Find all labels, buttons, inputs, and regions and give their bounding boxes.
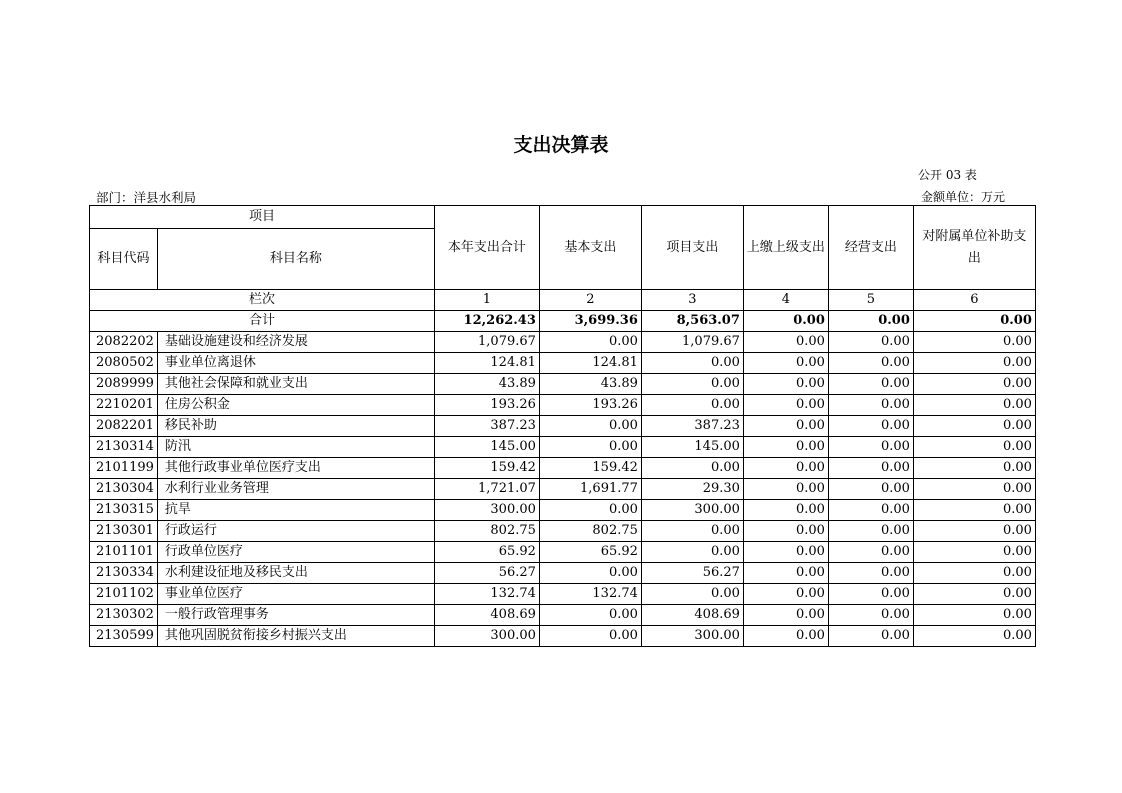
subject-code-cell: 2130302 (90, 605, 158, 626)
total-expenditure-cell: 132.74 (434, 584, 539, 605)
operating-expenditure-cell: 0.00 (828, 416, 913, 437)
total-expenditure-cell: 802.75 (434, 521, 539, 542)
table-row (90, 542, 1036, 563)
operating-expenditure-cell: 0.00 (828, 332, 913, 353)
subsidy-affiliated-cell: 0.00 (913, 458, 1035, 479)
subject-code-cell: 2082202 (90, 332, 158, 353)
operating-expenditure-cell: 0.00 (828, 437, 913, 458)
column-index-5: 5 (828, 290, 913, 311)
total-expenditure-cell: 43.89 (434, 374, 539, 395)
total-expenditure-cell: 300.00 (434, 626, 539, 647)
subject-code-cell: 2082201 (90, 416, 158, 437)
table-row (90, 626, 1036, 647)
subject-name-cell: 水利建设征地及移民支出 (157, 563, 434, 584)
table-row (90, 458, 1036, 479)
subsidy-affiliated-cell: 0.00 (913, 437, 1035, 458)
column-index-label: 栏次 (90, 290, 435, 311)
basic-expenditure-cell: 124.81 (539, 353, 641, 374)
total-expenditure-cell: 145.00 (434, 437, 539, 458)
remit-superior-cell: 0.00 (743, 605, 828, 626)
operating-expenditure-cell: 0.00 (828, 500, 913, 521)
department-label: 部门：洋县水利局 (96, 190, 197, 205)
remit-superior-cell: 0.00 (743, 458, 828, 479)
header-subject-code: 科目代码 (90, 229, 158, 290)
subject-code-cell: 2130334 (90, 563, 158, 584)
total-label: 合计 (90, 311, 435, 332)
remit-superior-cell: 0.00 (743, 584, 828, 605)
subsidy-affiliated-cell: 0.00 (913, 395, 1035, 416)
operating-expenditure-cell: 0.00 (828, 395, 913, 416)
total-expenditure-cell: 387.23 (434, 416, 539, 437)
total-value-1: 12,262.43 (434, 311, 539, 332)
header-item: 项目 (90, 206, 435, 229)
total-value-3: 8,563.07 (641, 311, 743, 332)
basic-expenditure-cell: 65.92 (539, 542, 641, 563)
table-row (90, 332, 1036, 353)
basic-expenditure-cell: 0.00 (539, 605, 641, 626)
subsidy-affiliated-cell: 0.00 (913, 521, 1035, 542)
subject-code-cell: 2089999 (90, 374, 158, 395)
operating-expenditure-cell: 0.00 (828, 584, 913, 605)
subject-name-cell: 一般行政管理事务 (157, 605, 434, 626)
project-expenditure-cell: 0.00 (641, 584, 743, 605)
project-expenditure-cell: 0.00 (641, 542, 743, 563)
project-expenditure-cell: 300.00 (641, 500, 743, 521)
remit-superior-cell: 0.00 (743, 332, 828, 353)
column-index-3: 3 (641, 290, 743, 311)
header-basic-expenditure: 基本支出 (539, 206, 641, 290)
total-value-6: 0.00 (913, 311, 1035, 332)
header-remit-superior: 上缴上级支出 (743, 206, 828, 290)
form-number: 公开 03 表 (918, 168, 977, 182)
operating-expenditure-cell: 0.00 (828, 605, 913, 626)
table-row (90, 584, 1036, 605)
basic-expenditure-cell: 0.00 (539, 563, 641, 584)
project-expenditure-cell: 0.00 (641, 521, 743, 542)
basic-expenditure-cell: 132.74 (539, 584, 641, 605)
subsidy-affiliated-cell: 0.00 (913, 500, 1035, 521)
table-row (90, 521, 1036, 542)
total-row (90, 311, 1036, 332)
basic-expenditure-cell: 0.00 (539, 626, 641, 647)
table-row (90, 374, 1036, 395)
table-row (90, 563, 1036, 584)
project-expenditure-cell: 0.00 (641, 353, 743, 374)
subject-name-cell: 其他社会保障和就业支出 (157, 374, 434, 395)
subsidy-affiliated-cell: 0.00 (913, 626, 1035, 647)
subsidy-affiliated-cell: 0.00 (913, 542, 1035, 563)
operating-expenditure-cell: 0.00 (828, 353, 913, 374)
project-expenditure-cell: 0.00 (641, 374, 743, 395)
remit-superior-cell: 0.00 (743, 542, 828, 563)
remit-superior-cell: 0.00 (743, 479, 828, 500)
subject-name-cell: 事业单位医疗 (157, 584, 434, 605)
basic-expenditure-cell: 0.00 (539, 437, 641, 458)
subsidy-affiliated-cell: 0.00 (913, 416, 1035, 437)
operating-expenditure-cell: 0.00 (828, 521, 913, 542)
column-index-row (90, 290, 1036, 311)
subject-code-cell: 2210201 (90, 395, 158, 416)
column-index-2: 2 (539, 290, 641, 311)
project-expenditure-cell: 1,079.67 (641, 332, 743, 353)
subsidy-affiliated-cell: 0.00 (913, 605, 1035, 626)
project-expenditure-cell: 0.00 (641, 395, 743, 416)
subject-name-cell: 行政运行 (157, 521, 434, 542)
operating-expenditure-cell: 0.00 (828, 626, 913, 647)
column-index-4: 4 (743, 290, 828, 311)
project-expenditure-cell: 300.00 (641, 626, 743, 647)
table-row (90, 500, 1036, 521)
subject-name-cell: 基础设施建设和经济发展 (157, 332, 434, 353)
header-subject-name: 科目名称 (157, 229, 434, 290)
subject-code-cell: 2130315 (90, 500, 158, 521)
project-expenditure-cell: 0.00 (641, 458, 743, 479)
project-expenditure-cell: 408.69 (641, 605, 743, 626)
operating-expenditure-cell: 0.00 (828, 479, 913, 500)
table-row (90, 479, 1036, 500)
header-operating-expenditure: 经营支出 (828, 206, 913, 290)
total-expenditure-cell: 65.92 (434, 542, 539, 563)
basic-expenditure-cell: 0.00 (539, 500, 641, 521)
subject-code-cell: 2101102 (90, 584, 158, 605)
amount-unit-label: 金额单位：万元 (921, 190, 1006, 204)
table-row (90, 395, 1036, 416)
total-value-2: 3,699.36 (539, 311, 641, 332)
column-index-6: 6 (913, 290, 1035, 311)
total-expenditure-cell: 159.42 (434, 458, 539, 479)
project-expenditure-cell: 145.00 (641, 437, 743, 458)
subsidy-affiliated-cell: 0.00 (913, 332, 1035, 353)
subject-code-cell: 2130301 (90, 521, 158, 542)
page-title: 支出决算表 (513, 134, 609, 156)
total-expenditure-cell: 193.26 (434, 395, 539, 416)
basic-expenditure-cell: 802.75 (539, 521, 641, 542)
header-project-expenditure: 项目支出 (641, 206, 743, 290)
remit-superior-cell: 0.00 (743, 437, 828, 458)
total-expenditure-cell: 1,721.07 (434, 479, 539, 500)
project-expenditure-cell: 29.30 (641, 479, 743, 500)
subject-name-cell: 事业单位离退休 (157, 353, 434, 374)
total-value-5: 0.00 (828, 311, 913, 332)
remit-superior-cell: 0.00 (743, 395, 828, 416)
basic-expenditure-cell: 159.42 (539, 458, 641, 479)
basic-expenditure-cell: 1,691.77 (539, 479, 641, 500)
remit-superior-cell: 0.00 (743, 626, 828, 647)
basic-expenditure-cell: 43.89 (539, 374, 641, 395)
table-row (90, 437, 1036, 458)
remit-superior-cell: 0.00 (743, 416, 828, 437)
subsidy-affiliated-cell: 0.00 (913, 479, 1035, 500)
table-row (90, 605, 1036, 626)
subject-code-cell: 2130304 (90, 479, 158, 500)
total-expenditure-cell: 1,079.67 (434, 332, 539, 353)
subject-code-cell: 2130314 (90, 437, 158, 458)
project-expenditure-cell: 387.23 (641, 416, 743, 437)
total-value-4: 0.00 (743, 311, 828, 332)
remit-superior-cell: 0.00 (743, 563, 828, 584)
subsidy-affiliated-cell: 0.00 (913, 563, 1035, 584)
header-row-1 (90, 206, 1036, 229)
operating-expenditure-cell: 0.00 (828, 374, 913, 395)
project-expenditure-cell: 56.27 (641, 563, 743, 584)
subject-name-cell: 其他行政事业单位医疗支出 (157, 458, 434, 479)
remit-superior-cell: 0.00 (743, 353, 828, 374)
subject-code-cell: 2101101 (90, 542, 158, 563)
subsidy-affiliated-cell: 0.00 (913, 353, 1035, 374)
header-total-expenditure: 本年支出合计 (434, 206, 539, 290)
remit-superior-cell: 0.00 (743, 500, 828, 521)
total-expenditure-cell: 56.27 (434, 563, 539, 584)
subject-name-cell: 水利行业业务管理 (157, 479, 434, 500)
operating-expenditure-cell: 0.00 (828, 542, 913, 563)
header-subsidy-affiliated: 对附属单位补助支出 (913, 206, 1035, 290)
table-row (90, 416, 1036, 437)
subject-code-cell: 2101199 (90, 458, 158, 479)
remit-superior-cell: 0.00 (743, 521, 828, 542)
operating-expenditure-cell: 0.00 (828, 458, 913, 479)
subsidy-affiliated-cell: 0.00 (913, 374, 1035, 395)
subject-code-cell: 2130599 (90, 626, 158, 647)
basic-expenditure-cell: 0.00 (539, 416, 641, 437)
total-expenditure-cell: 124.81 (434, 353, 539, 374)
subject-name-cell: 住房公积金 (157, 395, 434, 416)
subject-name-cell: 移民补助 (157, 416, 434, 437)
subject-code-cell: 2080502 (90, 353, 158, 374)
expenditure-table (89, 205, 1036, 647)
remit-superior-cell: 0.00 (743, 374, 828, 395)
subject-name-cell: 行政单位医疗 (157, 542, 434, 563)
column-index-1: 1 (434, 290, 539, 311)
subject-name-cell: 防汛 (157, 437, 434, 458)
subject-name-cell: 抗旱 (157, 500, 434, 521)
operating-expenditure-cell: 0.00 (828, 563, 913, 584)
total-expenditure-cell: 408.69 (434, 605, 539, 626)
table-row (90, 353, 1036, 374)
basic-expenditure-cell: 193.26 (539, 395, 641, 416)
subsidy-affiliated-cell: 0.00 (913, 584, 1035, 605)
total-expenditure-cell: 300.00 (434, 500, 539, 521)
basic-expenditure-cell: 0.00 (539, 332, 641, 353)
subject-name-cell: 其他巩固脱贫衔接乡村振兴支出 (157, 626, 434, 647)
